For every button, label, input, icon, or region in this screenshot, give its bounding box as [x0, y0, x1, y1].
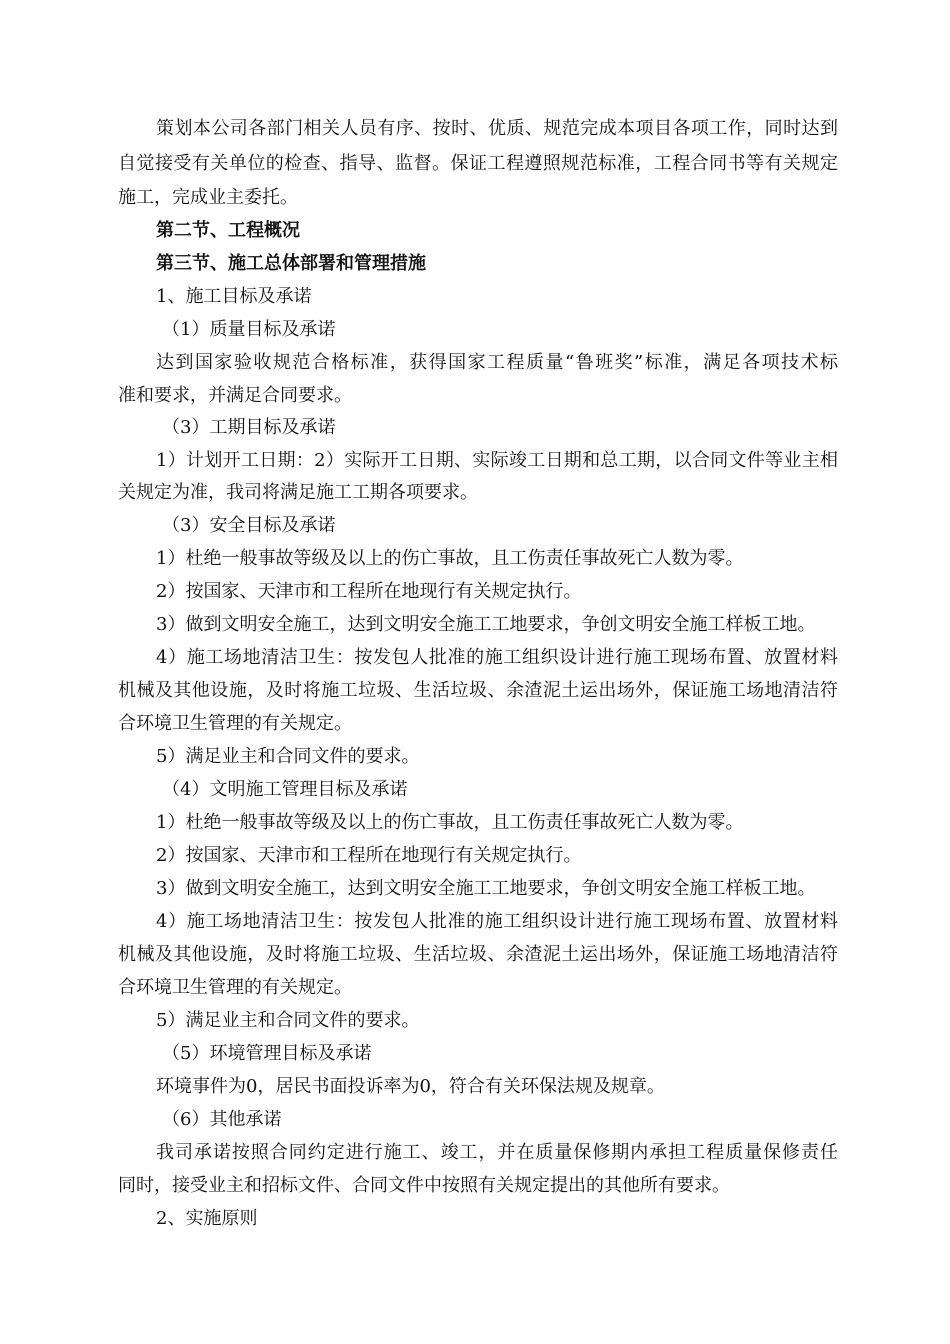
- paragraph-line: 同时，接受业主和招标文件、合同文件中按照有关规定提出的其他所有要求。: [118, 1175, 730, 1196]
- list-item: 机械及其他设施，及时将施工垃圾、生活垃圾、余渣泥土运出场外，保证施工场地清洁符: [118, 680, 838, 701]
- list-item: 合环境卫生管理的有关规定。: [118, 977, 352, 998]
- list-item: 3）做到文明安全施工，达到文明安全施工工地要求，争创文明安全施工样板工地。: [156, 878, 816, 899]
- paragraph-line: 策划本公司各部门相关人员有序、按时、优质、规范完成本项目各项工作，同时达到: [156, 118, 838, 139]
- paragraph-line: 达到国家验收规范合格标准，获得国家工程质量“鲁班奖”标准，满足各项技术标: [156, 352, 838, 373]
- subheading-other: （6）其他承诺: [162, 1109, 282, 1130]
- item-heading: 2、实施原则: [156, 1208, 258, 1229]
- list-item: 2）按国家、天津市和工程所在地现行有关规定执行。: [156, 581, 582, 602]
- list-item: 1）杜绝一般事故等级及以上的伤亡事故，且工伤责任事故死亡人数为零。: [156, 548, 744, 569]
- item-heading: 1、施工目标及承诺: [156, 286, 312, 307]
- list-item: 5）满足业主和合同文件的要求。: [156, 746, 420, 767]
- subheading-civilized: （4）文明施工管理目标及承诺: [162, 779, 408, 800]
- section-heading-deployment: 第三节、施工总体部署和管理措施: [156, 253, 426, 274]
- subheading-environment: （5）环境管理目标及承诺: [162, 1043, 372, 1064]
- list-item: 3）做到文明安全施工，达到文明安全施工工地要求，争创文明安全施工样板工地。: [156, 614, 816, 635]
- list-item: 机械及其他设施，及时将施工垃圾、生活垃圾、余渣泥土运出场外，保证施工场地清洁符: [118, 944, 838, 965]
- subheading-safety: （3）安全目标及承诺: [162, 515, 336, 536]
- list-item: 4）施工场地清洁卫生：按发包人批准的施工组织设计进行施工现场布置、放置材料: [156, 911, 838, 932]
- list-item: 5）满足业主和合同文件的要求。: [156, 1010, 420, 1031]
- list-item: 1）杜绝一般事故等级及以上的伤亡事故，且工伤责任事故死亡人数为零。: [156, 812, 744, 833]
- paragraph-line: 关规定为准，我司将满足施工工期各项要求。: [118, 482, 478, 503]
- paragraph-line: 我司承诺按照合同约定进行施工、竣工，并在质量保修期内承担工程质量保修责任: [156, 1142, 838, 1163]
- subheading-schedule: （3）工期目标及承诺: [162, 417, 336, 438]
- subheading-quality: （1）质量目标及承诺: [162, 319, 336, 340]
- section-heading-overview: 第二节、工程概况: [156, 220, 300, 241]
- list-item: 4）施工场地清洁卫生：按发包人批准的施工组织设计进行施工现场布置、放置材料: [156, 647, 838, 668]
- paragraph-line: 1）计划开工日期：2）实际开工日期、实际竣工日期和总工期，以合同文件等业主相: [156, 450, 838, 471]
- list-item: 合环境卫生管理的有关规定。: [118, 713, 352, 734]
- paragraph-line: 自觉接受有关单位的检查、指导、监督。保证工程遵照规范标准，工程合同书等有关规定: [118, 153, 838, 174]
- paragraph-line: 施工，完成业主委托。: [118, 187, 298, 208]
- paragraph-line: 准和要求，并满足合同要求。: [118, 385, 352, 406]
- list-item: 2）按国家、天津市和工程所在地现行有关规定执行。: [156, 845, 582, 866]
- paragraph-line: 环境事件为0，居民书面投诉率为0，符合有关环保法规及规章。: [156, 1076, 665, 1097]
